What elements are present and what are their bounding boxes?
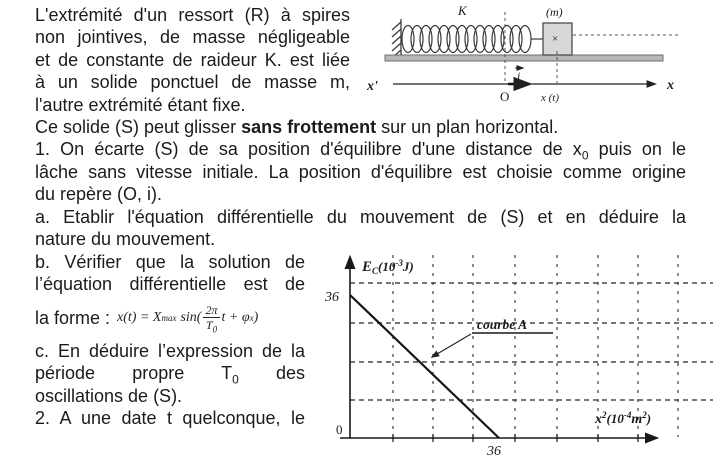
fraction-denominator (203, 317, 220, 335)
xlabel-exp2: -4 (623, 410, 632, 420)
xlabel-exp3: 2 (642, 410, 647, 420)
text-line: lâche sans vitesse initiale. La position d'équilibre est choisie comme origine (35, 161, 686, 182)
formula: x(t) = X max sin( $\frac{2\pi}{T_0}$ t + φ x ) (117, 302, 259, 335)
text-line: L'extrémité d'un ressort (R) à spires (35, 5, 350, 25)
axis-left-label: x' (367, 79, 378, 94)
text-span: période propre T (35, 363, 233, 384)
bold-span: sans frottement (241, 117, 377, 137)
ylabel-exp: -3 (395, 258, 403, 268)
formula-sin: sin( (180, 309, 202, 325)
formula-argument: t + φ (221, 309, 250, 325)
x-max-label: 36 (487, 444, 501, 459)
curve-annotation-arrow (432, 334, 471, 357)
text-line: a. Etablir l'équation différentielle du mouvement de (S) et en déduire la (35, 206, 686, 227)
text-line: nature du mouvement. (35, 229, 216, 250)
origin-label: O (500, 89, 510, 104)
wall (392, 19, 401, 58)
x-axis-title (594, 410, 651, 427)
spring-constant-label: K (458, 3, 467, 18)
text-line (35, 116, 686, 138)
text-span: puis on le (588, 139, 686, 160)
y-max-label: 36 (325, 290, 339, 305)
text-line: 2. A une date t quelconque, le (35, 408, 305, 429)
spring-mass-diagram (355, 0, 720, 115)
text-line: c. En déduire l’expression de la (35, 340, 305, 361)
formula-close: ) (253, 309, 259, 325)
text-span: 1. On écarte (S) de sa position d'équilibre d'une distance de x (35, 139, 582, 160)
xlabel-m: m (631, 412, 643, 427)
text-line (35, 362, 305, 387)
text-line (35, 138, 686, 163)
text-line: l’équation différentielle est de (35, 274, 305, 295)
ylabel-close: J) (402, 259, 414, 274)
text-span: des (238, 363, 305, 384)
energy-graph (320, 245, 720, 461)
text-line: du repère (O, i). (35, 184, 163, 205)
grid-horizontal-lines (350, 283, 713, 400)
ylabel-E: E (362, 259, 373, 275)
unit-vector-label: i (517, 69, 521, 83)
text-line: et de constante de raideur K. est liée (35, 49, 350, 70)
xlabel-exp1: 2 (602, 410, 607, 420)
text-line: b. Vérifier que la solution de (35, 252, 305, 272)
ylabel-open: (10 (378, 259, 396, 274)
intro-paragraph (35, 4, 350, 116)
origin-zero-label: 0 (336, 422, 343, 437)
questions-bc2-paragraph (35, 251, 305, 429)
axis-right-label: x (667, 78, 674, 93)
question1-paragraph (35, 116, 686, 250)
floor (385, 55, 663, 61)
den-T: T (205, 318, 213, 333)
ylabel-sub: C (372, 266, 379, 276)
forme-label: la forme : (35, 307, 111, 328)
text-span: Ce solide (S) peut glisser (35, 117, 242, 137)
block-center-mark: × (552, 33, 559, 45)
den-sub-0: 0 (212, 324, 218, 335)
xlabel-close: ) (646, 411, 652, 426)
construction-lines (505, 12, 678, 83)
y-axis-title (361, 258, 414, 276)
subscript: 0 (232, 372, 239, 387)
xlabel-x: x (595, 412, 602, 427)
curve-label: courbe A (477, 317, 528, 332)
subscript: 0 (581, 149, 589, 163)
text-line: non jointives, de masse négligeable (35, 27, 350, 48)
mass-label: (m) (546, 5, 563, 19)
text-line: l'autre extrémité étant fixe. (35, 94, 246, 115)
text-line: oscillations de (S). (35, 385, 183, 406)
formula-lead: x(t) = X (117, 309, 162, 325)
spring-coil (402, 26, 543, 53)
xlabel-open: (10 (606, 411, 624, 426)
fraction-numerator: 2π (205, 302, 218, 317)
solution-formula-line (35, 296, 305, 340)
text-span: sur un plan horizontal. (376, 117, 559, 137)
position-label: x (t) (541, 92, 560, 104)
text-line: à un solide ponctuel de masse m, (35, 72, 350, 93)
formula-fraction (202, 302, 220, 335)
